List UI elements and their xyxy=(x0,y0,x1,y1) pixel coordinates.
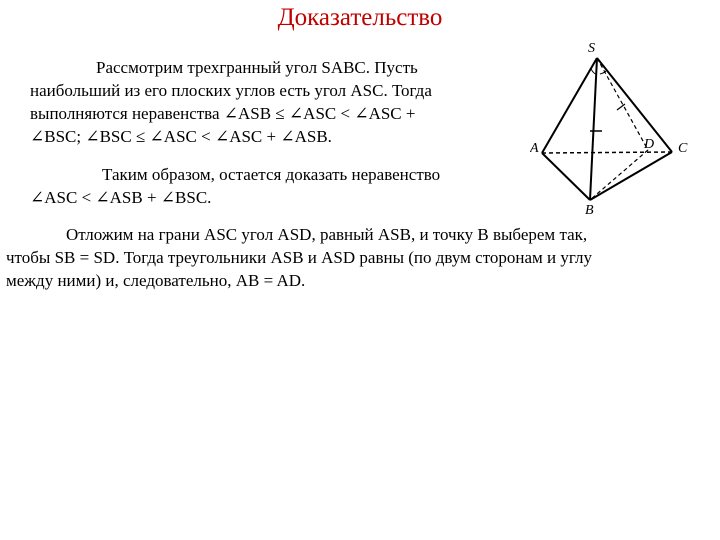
edge-SA xyxy=(542,58,597,153)
text-line: выполняются неравенства ∠ASB ≤ ∠ASC < ∠ASC + xyxy=(30,104,416,123)
paragraph-intro xyxy=(30,56,520,148)
edge-SC xyxy=(597,58,672,152)
segment-DB-hidden xyxy=(590,150,648,200)
text-line: Рассмотрим трехгранный угол SABC. Пусть xyxy=(96,58,418,77)
tick-mark-SD xyxy=(617,104,625,110)
label-D: D xyxy=(644,137,655,152)
paragraph-goal xyxy=(30,163,520,209)
label-C: C xyxy=(678,141,688,156)
label-A: A xyxy=(530,141,539,156)
text-line: ∠ASC < ∠ASB + ∠BSC. xyxy=(30,188,212,207)
text-line: наибольший из его плоских углов есть угол ASC. Тогда xyxy=(30,81,432,100)
edge-SB xyxy=(590,58,597,200)
page-title: Доказательство xyxy=(277,4,443,31)
edge-BC xyxy=(590,152,672,200)
edge-AB xyxy=(542,153,590,200)
text-line: между ними) и, следовательно, AB = AD. xyxy=(6,271,306,290)
text-line: ∠BSC; ∠BSC ≤ ∠ASC < ∠ASC + ∠ASB. xyxy=(30,127,332,146)
text-line: Таким образом, остается доказать неравенство xyxy=(102,165,441,184)
text-line: чтобы SB = SD. Тогда треугольники ASB и ASD равны (по двум сторонам и углу xyxy=(6,248,592,267)
text-line: Отложим на грани ASC угол ASD, равный ASB, и точку B выберем так, xyxy=(66,225,588,244)
paragraph-construction xyxy=(6,223,710,292)
edge-AC-hidden xyxy=(542,152,672,153)
label-S: S xyxy=(588,41,595,56)
label-B: B xyxy=(585,203,594,218)
trihedral-angle-figure xyxy=(530,38,700,218)
